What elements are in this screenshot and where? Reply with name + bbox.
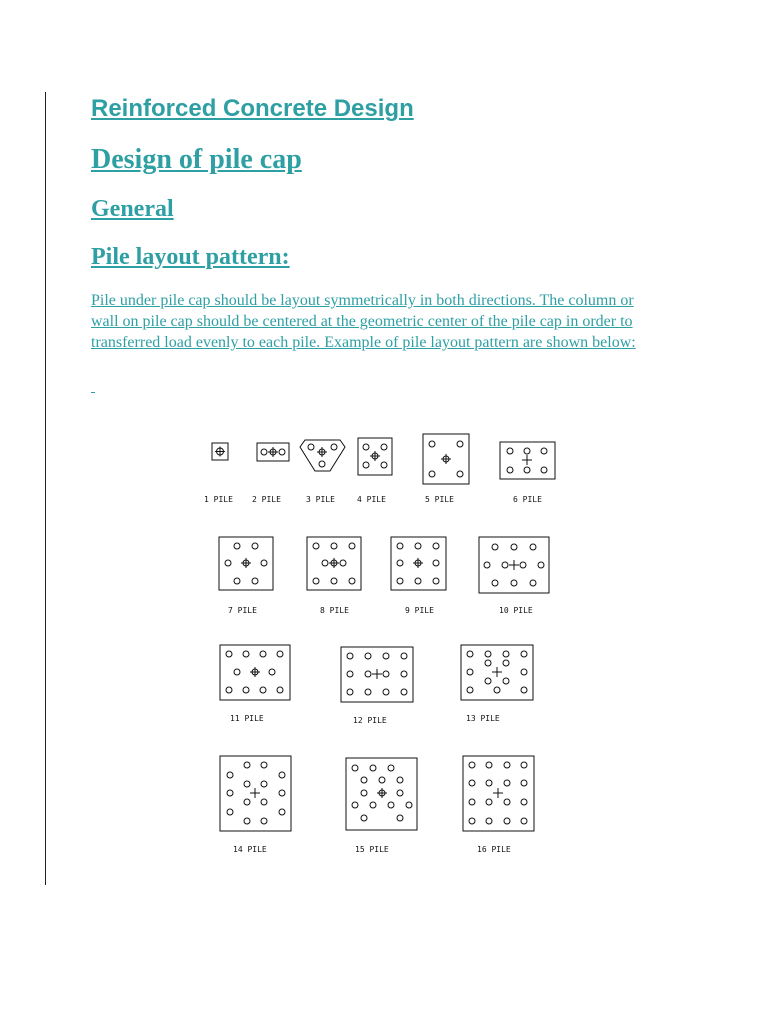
pile-cap-1: [212, 443, 228, 460]
section-heading-pile-layout: Pile layout pattern:: [91, 244, 290, 270]
document-body: [91, 90, 691, 353]
section-heading-general: General: [91, 196, 174, 222]
pile-cap-3: [300, 440, 345, 471]
pile-cap-11: [220, 645, 290, 700]
document-title: Reinforced Concrete Design: [91, 95, 414, 122]
pile-cap-10: [479, 537, 549, 593]
pile-cap-15: [346, 758, 417, 830]
pile-layout-figure: [190, 425, 570, 865]
pile-cap-12: [341, 647, 413, 702]
label-3-pile: 3 PILE: [306, 495, 335, 504]
label-16-pile: 16 PILE: [477, 845, 511, 854]
pile-cap-9: [391, 537, 446, 590]
label-11-pile: 11 PILE: [230, 714, 264, 723]
pile-cap-5: [423, 434, 469, 484]
label-9-pile: 9 PILE: [405, 606, 434, 615]
pile-cap-2: [257, 443, 289, 461]
label-6-pile: 6 PILE: [513, 495, 542, 504]
label-7-pile: 7 PILE: [228, 606, 257, 615]
margin-rule: [45, 92, 46, 885]
label-2-pile: 2 PILE: [252, 495, 281, 504]
label-15-pile: 15 PILE: [355, 845, 389, 854]
pile-cap-4: [358, 438, 392, 475]
label-8-pile: 8 PILE: [320, 606, 349, 615]
label-4-pile: 4 PILE: [357, 495, 386, 504]
pile-cap-6: [500, 442, 555, 479]
paragraph-line-2: wall on pile cap should be centered at the geometric center of the pile cap in order to: [91, 313, 633, 330]
pile-cap-14: [220, 756, 291, 831]
document-subtitle: Design of pile cap: [91, 144, 302, 175]
label-13-pile: 13 PILE: [466, 714, 500, 723]
pile-layout-pattern-diagram: [190, 425, 570, 865]
pile-cap-8: [307, 537, 361, 590]
pile-cap-13: [461, 645, 533, 700]
paragraph-line-3: transferred load evenly to each pile. Example of pile layout pattern are shown below:: [91, 334, 636, 351]
label-12-pile: 12 PILE: [353, 716, 387, 725]
paragraph-line-1: Pile under pile cap should be layout symmetrically in both directions. The column or: [91, 292, 634, 309]
label-14-pile: 14 PILE: [233, 845, 267, 854]
label-1-pile: 1 PILE: [204, 495, 233, 504]
stray-link-mark: [91, 392, 95, 393]
pile-cap-7: [219, 537, 273, 590]
pile-cap-16: [463, 756, 534, 831]
label-5-pile: 5 PILE: [425, 495, 454, 504]
label-10-pile: 10 PILE: [499, 606, 533, 615]
intro-paragraph: [91, 290, 681, 353]
